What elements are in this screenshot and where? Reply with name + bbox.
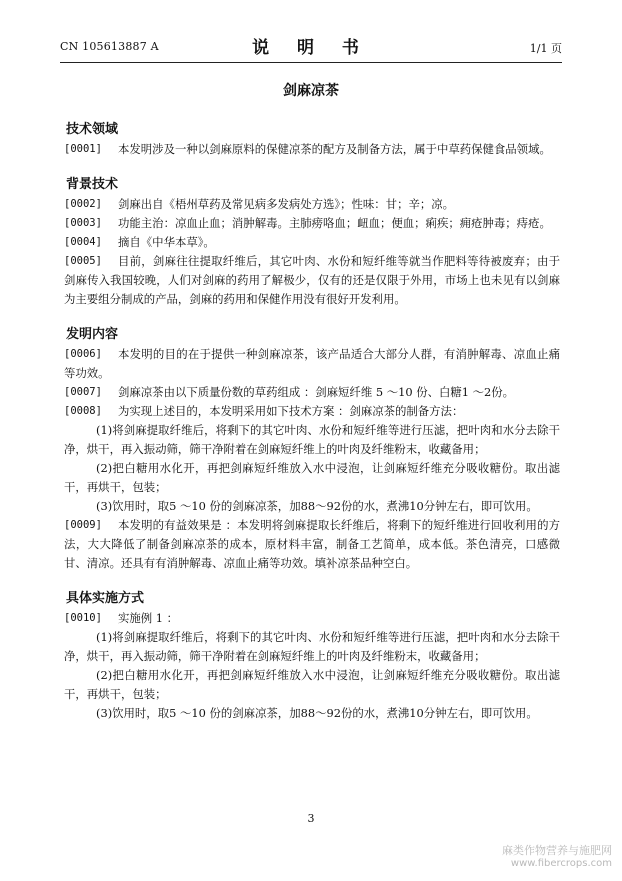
- paragraph-number: [0001]: [64, 143, 102, 155]
- paragraph-text: 剑麻凉茶由以下质量份数的草药组成 ：剑麻短纤维 5 ～10 份、白糖1 ～2份。: [118, 385, 515, 399]
- paragraph: [64, 383, 560, 402]
- document-body: [64, 104, 560, 723]
- section-heading: 技术领域: [66, 122, 119, 137]
- step-item: (1)将剑麻提取纤维后，将剩下的其它叶肉、水份和短纤维等进行压滤，把叶肉和水分去除干净，烘干，再入振动筛，筛干净附着在剑麻短纤维上的叶肉及纤维粉末，收藏备用；: [64, 630, 560, 663]
- watermark: [502, 842, 612, 869]
- step-item: (3)饮用时，取5 ～10 份的剑麻凉茶，加88～92份的水，煮沸10分钟左右，即可饮用。: [96, 499, 538, 513]
- paragraph: [64, 402, 560, 421]
- paragraph-number: [0004]: [64, 236, 102, 248]
- step-item: (2)把白糖用水化开，再把剑麻短纤维放入水中浸泡，让剑麻短纤维充分吸收糖份。取出滤干，再烘干，包装；: [64, 668, 560, 701]
- document-title: 剑麻凉茶: [283, 83, 339, 99]
- paragraph: [64, 516, 560, 573]
- paragraph-text: 剑麻出自《梧州草药及常见病多发病处方选》；性味：甘；辛；凉。: [118, 197, 455, 211]
- paragraph-number: [0010]: [64, 612, 102, 624]
- paragraph-number: [0003]: [64, 217, 102, 229]
- watermark-site-name: 麻类作物营养与施肥网: [502, 844, 612, 857]
- paragraph-text: 本发明的目的在于提供一种剑麻凉茶，该产品适合大部分人群，有消肿解毒、凉血止痛等功效。: [64, 347, 560, 380]
- paragraph: [64, 214, 560, 233]
- paragraph-number: [0009]: [64, 519, 102, 531]
- paragraph-text: 实施例 1 ：: [118, 611, 179, 625]
- paragraph-number: [0005]: [64, 255, 102, 267]
- paragraph: [64, 233, 560, 252]
- section-heading: 背景技术: [66, 177, 119, 192]
- step-item: (1)将剑麻提取纤维后，将剩下的其它叶肉、水份和短纤维等进行压滤，把叶肉和水分去除干净，烘干，再入振动筛，筛干净附着在剑麻短纤维上的叶肉及纤维粉末，收藏备用；: [64, 423, 560, 456]
- paragraph-number: [0008]: [64, 405, 102, 417]
- section-heading: 具体实施方式: [66, 591, 145, 606]
- paragraph: [64, 345, 560, 383]
- page-number: 3: [307, 812, 315, 825]
- step-item: (3)饮用时，取5 ～10 份的剑麻凉茶，加88～92份的水，煮沸10分钟左右，即可饮用。: [96, 706, 538, 720]
- watermark-url: www.fibercrops.com: [510, 858, 612, 869]
- paragraph: [64, 609, 560, 628]
- paragraph-number: [0007]: [64, 386, 102, 398]
- section-heading: 发明内容: [66, 327, 119, 342]
- page-indicator: 1/1 页: [529, 42, 562, 55]
- header-divider: [60, 62, 562, 63]
- paragraph: [64, 252, 560, 309]
- paragraph-text: 摘自《中华本草》。: [118, 235, 215, 249]
- paragraph-text: 本发明的有益效果是 ：本发明将剑麻提取长纤维后，将剩下的短纤维进行回收利用的方法，大大降低了制备剑麻凉茶的成本，原材料丰富，制备工艺简单，成本低。茶色清亮，口感微甘、清凉。还具有有消肿解毒、凉血止痛等功效。填补凉茶品种空白。: [64, 518, 560, 570]
- paragraph: [64, 195, 560, 214]
- header-title: 说 明 书: [252, 38, 370, 58]
- document-number: CN 105613887 A: [60, 40, 159, 53]
- paragraph-number: [0006]: [64, 348, 102, 360]
- paragraph-text: 本发明涉及一种以剑麻原料的保健凉茶的配方及制备方法，属于中草药保健食品领域。: [118, 142, 551, 156]
- paragraph-text: 目前，剑麻往往提取纤维后，其它叶肉、水份和短纤维等就当作肥料等待被废弃；由于剑麻传入我国较晚，人们对剑麻的药用了解极少，仅有的还是仅限于外用，市场上也未见有以剑麻为主要组分制成的产品，剑麻的药用和保健作用没有很好开发利用。: [64, 254, 560, 306]
- paragraph-text: 为实现上述目的，本发明采用如下技术方案 ：剑麻凉茶的制备方法：: [118, 404, 464, 418]
- paragraph: [64, 140, 560, 159]
- paragraph-text: 功能主治：凉血止血；消肿解毒。主肺痨咯血；衄血；便血；痢疾；痈疮肿毒；痔疮。: [118, 216, 551, 230]
- step-item: (2)把白糖用水化开，再把剑麻短纤维放入水中浸泡，让剑麻短纤维充分吸收糖份。取出滤干，再烘干，包装；: [64, 461, 560, 494]
- paragraph-number: [0002]: [64, 198, 102, 210]
- page-header: [60, 32, 562, 60]
